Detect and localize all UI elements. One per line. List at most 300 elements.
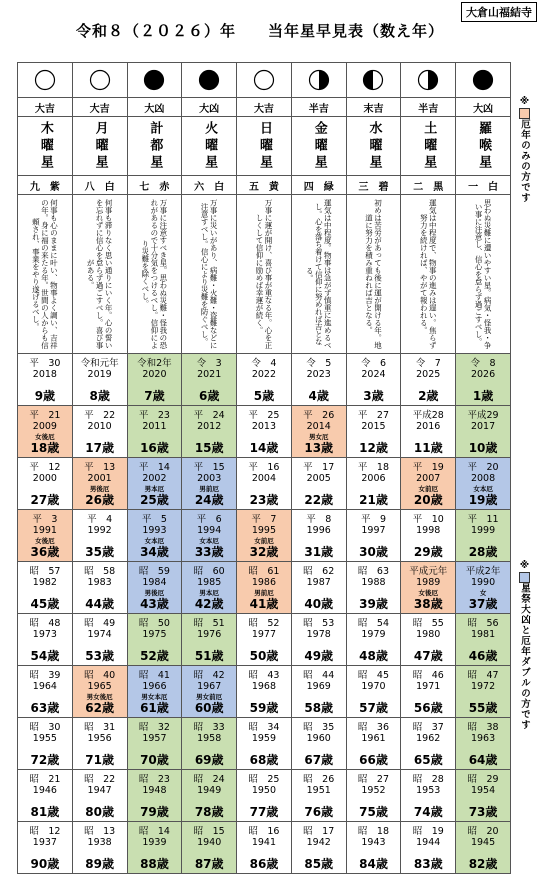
western-year: 1959 [251, 732, 277, 744]
yakudoshi-note [237, 381, 291, 389]
era-year: 昭 43 [248, 669, 280, 681]
fortune-cell [401, 98, 456, 117]
western-year: 1939 [142, 836, 167, 848]
age-label: 9歳 [34, 388, 56, 403]
yakudoshi-note [73, 433, 127, 441]
age-label: 50歳 [249, 648, 279, 663]
age-label: 78歳 [194, 804, 224, 819]
era-year: 平 25 [248, 409, 280, 421]
moon-phase-icon [472, 69, 494, 91]
western-year: 1986 [251, 576, 277, 588]
year-cell [72, 458, 127, 510]
year-cell [182, 822, 237, 874]
fortune-cell [237, 98, 292, 117]
western-year: 1945 [470, 836, 496, 848]
yakudoshi-note: 男本厄 [144, 484, 165, 493]
yakudoshi-note [18, 485, 72, 493]
western-year: 1990 [470, 576, 496, 588]
fortune-label: 大凶 [199, 103, 220, 115]
fortune-description: 何事も滞りなく思い通りにいく年。心の誓いを忘れずに信心を怠らず過ごすべし。喜び事がある。 [86, 199, 114, 349]
western-year: 2001 [87, 472, 112, 484]
era-year: 昭 34 [248, 721, 280, 733]
western-year: 1968 [251, 680, 277, 692]
year-cell [182, 666, 237, 718]
age-label: 17歳 [85, 440, 114, 455]
western-year: 1971 [416, 680, 441, 692]
year-cell [182, 562, 237, 614]
year-cell [182, 718, 237, 770]
position-label: 七 赤 [139, 181, 170, 193]
western-year: 1982 [32, 576, 57, 588]
year-cell [346, 510, 401, 562]
star-cell [72, 117, 127, 176]
western-year: 2014 [306, 420, 331, 432]
western-year: 1948 [142, 784, 167, 796]
age-label: 70歳 [140, 752, 169, 767]
western-year: 2012 [197, 420, 222, 432]
era-year: 平成元年 [409, 565, 448, 577]
age-label: 76歳 [304, 804, 334, 819]
era-year: 昭 19 [412, 825, 444, 837]
year-cell [18, 562, 73, 614]
fortune-description: 初めは苦労があっても後に運が開ける年。地道に努力を積み重ねれば吉となる。 [364, 199, 383, 349]
moon-phase-icon [362, 69, 384, 91]
yakudoshi-note: 女 [479, 588, 487, 597]
year-cell [18, 822, 73, 874]
fortune-cell [72, 98, 127, 117]
fortune-description: 思わぬ災難に遭いやすい星。病気・怪我・争い事に注意し、信心を怠らず過ごすべし。 [474, 199, 493, 349]
position-cell [401, 176, 456, 195]
era-year: 令 4 [251, 357, 277, 369]
yakudoshi-note [347, 485, 401, 493]
yakudoshi-note: 男女後厄 [86, 692, 113, 701]
blue-swatch [519, 572, 530, 583]
era-year: 平 19 [412, 461, 444, 473]
age-label: 35歳 [85, 544, 114, 559]
age-label: 88歳 [140, 856, 169, 871]
fortune-label: 末吉 [363, 103, 384, 115]
year-cell [18, 458, 73, 510]
note-mark: ※ [519, 96, 530, 108]
yakudoshi-note [292, 537, 346, 545]
era-year: 昭 44 [303, 669, 335, 681]
yakudoshi-note [237, 849, 291, 857]
era-year: 平成29 [467, 409, 499, 421]
yakudoshi-note [401, 641, 455, 649]
yakudoshi-note: 男後厄 [144, 588, 165, 597]
western-year: 1973 [32, 628, 57, 640]
age-label: 12歳 [359, 440, 388, 455]
era-year: 昭 47 [467, 669, 499, 681]
description-cell [72, 195, 127, 354]
side-note-blue [517, 560, 531, 730]
yakudoshi-note: 男本厄 [199, 588, 219, 597]
yakudoshi-note [18, 745, 72, 753]
year-cell [72, 822, 127, 874]
yakudoshi-note [456, 849, 510, 857]
era-year: 令和元年 [80, 357, 119, 369]
age-label: 61歳 [140, 700, 169, 715]
year-row [18, 666, 511, 718]
year-cell [346, 562, 401, 614]
era-year: 昭 20 [467, 825, 499, 837]
fortune-cell [182, 98, 237, 117]
western-year: 1957 [142, 732, 167, 744]
western-year: 2004 [251, 472, 277, 484]
yakudoshi-note [18, 693, 72, 701]
age-label: 75歳 [359, 804, 388, 819]
yakudoshi-note [456, 797, 510, 805]
year-row [18, 822, 511, 874]
western-year: 1937 [32, 836, 57, 848]
era-year: 昭 46 [412, 669, 444, 681]
age-label: 55歳 [468, 700, 498, 715]
age-label: 43歳 [140, 596, 169, 611]
description-cell [291, 195, 346, 354]
yakudoshi-note [292, 381, 346, 389]
era-year: 平 15 [193, 461, 225, 473]
yakudoshi-note [73, 745, 127, 753]
year-cell [127, 406, 182, 458]
age-label: 83歳 [413, 856, 443, 871]
yakudoshi-note [347, 381, 401, 389]
age-label: 82歳 [468, 856, 498, 871]
yakudoshi-note [237, 745, 291, 753]
yakudoshi-note [237, 433, 291, 441]
age-label: 30歳 [359, 544, 388, 559]
age-label: 67歳 [304, 752, 334, 767]
western-year: 2017 [470, 420, 496, 432]
yakudoshi-note [182, 797, 236, 805]
star-name: 日曜星 [256, 120, 272, 172]
western-year: 1967 [197, 680, 222, 692]
era-year: 平 8 [306, 513, 332, 525]
western-year: 2019 [87, 368, 112, 380]
western-year: 1995 [251, 524, 277, 536]
western-year: 1952 [361, 784, 386, 796]
age-label: 56歳 [413, 700, 443, 715]
yakudoshi-note [73, 381, 127, 389]
era-year: 平 11 [467, 513, 499, 525]
position-label: 六 白 [194, 181, 225, 193]
year-cell [72, 718, 127, 770]
year-cell [182, 770, 237, 822]
age-label: 53歳 [85, 648, 114, 663]
note-mark: ※ [519, 560, 530, 572]
position-label: 一 白 [468, 181, 499, 193]
year-cell [127, 770, 182, 822]
fortune-cell [346, 98, 401, 117]
year-cell [291, 458, 346, 510]
era-year: 昭 16 [248, 825, 280, 837]
western-year: 1987 [306, 576, 331, 588]
yakudoshi-note [456, 537, 510, 545]
yakudoshi-note: 女後厄 [418, 588, 438, 597]
yakudoshi-note [128, 433, 182, 441]
orange-swatch [519, 108, 530, 119]
age-label: 11歳 [413, 440, 443, 455]
era-year: 昭 40 [84, 669, 116, 681]
age-label: 7歳 [144, 388, 165, 403]
era-year: 昭 38 [467, 721, 499, 733]
yakudoshi-note [401, 537, 455, 545]
era-year: 平 7 [251, 513, 277, 525]
age-label: 8歳 [89, 388, 110, 403]
yakudoshi-note: 女本厄 [144, 536, 165, 545]
western-year: 1993 [142, 524, 167, 536]
era-year: 平成2年 [465, 565, 501, 577]
age-label: 32歳 [249, 544, 279, 559]
yakudoshi-note [128, 797, 182, 805]
age-label: 63歳 [30, 700, 60, 715]
era-year: 昭 45 [357, 669, 390, 681]
year-cell [456, 354, 511, 406]
star-cell [291, 117, 346, 176]
era-year: 昭 60 [193, 565, 225, 577]
western-year: 1974 [87, 628, 112, 640]
year-cell [346, 406, 401, 458]
year-cell [237, 822, 292, 874]
western-year: 1975 [142, 628, 167, 640]
year-cell [237, 614, 292, 666]
era-year: 昭 53 [303, 617, 335, 629]
western-year: 1981 [470, 628, 496, 640]
yakudoshi-note [237, 693, 291, 701]
western-year: 1941 [251, 836, 277, 848]
age-label: 48歳 [359, 648, 388, 663]
year-cell [401, 666, 456, 718]
fortune-description: 万事に運が開け、喜び事が重なる年。心を正しくして信仰に励めば幸運が続く。 [254, 199, 273, 349]
western-year: 1985 [197, 576, 222, 588]
age-label: 18歳 [30, 440, 60, 455]
era-year: 昭 49 [84, 617, 116, 629]
era-year: 昭 23 [138, 773, 170, 785]
era-year: 昭 15 [193, 825, 225, 837]
yakudoshi-note [182, 641, 236, 649]
star-name: 木曜星 [37, 120, 53, 172]
year-cell [346, 614, 401, 666]
western-year: 1956 [87, 732, 112, 744]
western-year: 1938 [87, 836, 112, 848]
age-label: 24歳 [194, 492, 224, 507]
western-year: 2023 [306, 368, 331, 380]
yakudoshi-note [237, 641, 291, 649]
fortune-description: 万事に注意すべき星。思わぬ災難・怪我の恐れがあるので十分気をつけるべし。信仰により災難を除くべし。 [140, 199, 168, 349]
age-label: 89歳 [85, 856, 114, 871]
western-year: 2000 [32, 472, 57, 484]
western-year: 1969 [306, 680, 331, 692]
era-year: 令 6 [360, 357, 386, 369]
era-year: 令 7 [415, 357, 441, 369]
western-year: 2010 [87, 420, 112, 432]
western-year: 1972 [470, 680, 496, 692]
era-year: 平 3 [32, 513, 58, 525]
age-label: 39歳 [359, 596, 388, 611]
western-year: 2007 [416, 472, 441, 484]
age-label: 58歳 [304, 700, 334, 715]
year-cell [456, 458, 511, 510]
era-year: 平 16 [248, 461, 280, 473]
moon-cell [291, 63, 346, 98]
year-cell [182, 458, 237, 510]
era-year: 昭 28 [412, 773, 444, 785]
yakudoshi-note [182, 381, 236, 389]
age-label: 72歳 [30, 752, 60, 767]
age-label: 62歳 [85, 700, 114, 715]
age-label: 54歳 [30, 648, 60, 663]
fortune-label: 大凶 [144, 103, 165, 115]
western-year: 1970 [361, 680, 386, 692]
western-year: 1943 [361, 836, 386, 848]
western-year: 2011 [142, 420, 167, 432]
moon-cell [456, 63, 511, 98]
yakudoshi-note: 女後厄 [35, 432, 55, 441]
year-row [18, 718, 511, 770]
age-label: 81歳 [30, 804, 60, 819]
position-label: 九 紫 [29, 181, 60, 193]
era-year: 昭 30 [29, 721, 61, 733]
yakudoshi-note: 女前厄 [418, 484, 438, 493]
era-year: 令 8 [470, 357, 496, 369]
position-label: 二 黒 [413, 181, 444, 193]
yakudoshi-note: 男女前厄 [196, 692, 223, 701]
year-cell [401, 562, 456, 614]
description-cell [237, 195, 292, 354]
era-year: 平 18 [357, 461, 390, 473]
year-cell [72, 666, 127, 718]
age-label: 20歳 [413, 492, 443, 507]
star-name: 計都星 [147, 120, 163, 172]
era-year: 昭 52 [248, 617, 280, 629]
era-year: 令 5 [306, 357, 332, 369]
yakudoshi-note [292, 797, 346, 805]
year-row [18, 406, 511, 458]
moon-cell [127, 63, 182, 98]
age-label: 29歳 [413, 544, 443, 559]
position-cell [456, 176, 511, 195]
year-cell [346, 822, 401, 874]
star-name: 土曜星 [421, 120, 437, 172]
western-year: 1992 [87, 524, 112, 536]
western-year: 1949 [197, 784, 222, 796]
year-cell [401, 822, 456, 874]
western-year: 1963 [470, 732, 496, 744]
era-year: 昭 61 [248, 565, 280, 577]
yakudoshi-note [73, 589, 127, 597]
year-cell [401, 770, 456, 822]
year-cell [401, 406, 456, 458]
age-label: 16歳 [140, 440, 169, 455]
fortune-row [18, 98, 511, 117]
yakudoshi-note [18, 797, 72, 805]
age-label: 26歳 [85, 492, 114, 507]
star-cell [127, 117, 182, 176]
age-label: 13歳 [304, 440, 334, 455]
era-year: 平 5 [141, 513, 167, 525]
star-name: 水曜星 [366, 120, 382, 172]
moon-phase-icon [198, 69, 220, 91]
year-cell [237, 458, 292, 510]
position-label: 八 白 [84, 181, 115, 193]
age-label: 87歳 [194, 856, 224, 871]
moon-row [18, 63, 511, 98]
western-year: 1942 [306, 836, 331, 848]
yakudoshi-note: 男女厄 [308, 432, 329, 441]
year-cell [18, 666, 73, 718]
moon-phase-icon [417, 69, 439, 91]
yakudoshi-note [456, 641, 510, 649]
age-label: 73歳 [468, 804, 498, 819]
moon-cell [346, 63, 401, 98]
moon-cell [237, 63, 292, 98]
western-year: 1955 [32, 732, 57, 744]
age-label: 57歳 [359, 700, 388, 715]
description-cell [456, 195, 511, 354]
western-year: 1946 [32, 784, 57, 796]
year-cell [291, 718, 346, 770]
western-year: 2024 [361, 368, 386, 380]
description-cell [182, 195, 237, 354]
age-label: 59歳 [249, 700, 279, 715]
age-label: 44歳 [85, 596, 114, 611]
age-label: 79歳 [140, 804, 169, 819]
era-year: 平 21 [29, 409, 61, 421]
western-year: 1940 [197, 836, 222, 848]
star-row [18, 117, 511, 176]
western-year: 2013 [251, 420, 277, 432]
era-year: 平 27 [357, 409, 390, 421]
western-year: 1961 [361, 732, 386, 744]
era-year: 昭 56 [467, 617, 499, 629]
western-year: 1984 [142, 576, 167, 588]
yakudoshi-note [292, 693, 346, 701]
western-year: 2002 [142, 472, 167, 484]
era-year: 昭 31 [84, 721, 116, 733]
age-label: 36歳 [30, 544, 60, 559]
western-year: 2026 [470, 368, 496, 380]
age-label: 34歳 [140, 544, 169, 559]
era-year: 平 6 [196, 513, 222, 525]
yakudoshi-note [292, 485, 346, 493]
star-chart-table [17, 62, 511, 874]
era-year: 昭 39 [29, 669, 61, 681]
western-year: 1966 [142, 680, 167, 692]
era-year: 令和2年 [137, 357, 172, 369]
yakudoshi-note [401, 745, 455, 753]
yakudoshi-note [18, 641, 72, 649]
western-year: 1996 [306, 524, 331, 536]
age-label: 21歳 [359, 492, 388, 507]
year-cell [291, 354, 346, 406]
year-cell [72, 406, 127, 458]
era-year: 平 20 [467, 461, 499, 473]
year-row [18, 770, 511, 822]
yakudoshi-note [182, 433, 236, 441]
year-cell [72, 770, 127, 822]
western-year: 1994 [197, 524, 222, 536]
yakudoshi-note [347, 745, 401, 753]
year-cell [237, 562, 292, 614]
western-year: 1977 [251, 628, 277, 640]
moon-cell [401, 63, 456, 98]
position-label: 五 黄 [248, 181, 279, 193]
year-cell [401, 718, 456, 770]
description-cell [401, 195, 456, 354]
era-year: 平 17 [303, 461, 335, 473]
position-label: 三 碧 [358, 181, 389, 193]
yakudoshi-note [456, 381, 510, 389]
yakudoshi-note [237, 797, 291, 805]
